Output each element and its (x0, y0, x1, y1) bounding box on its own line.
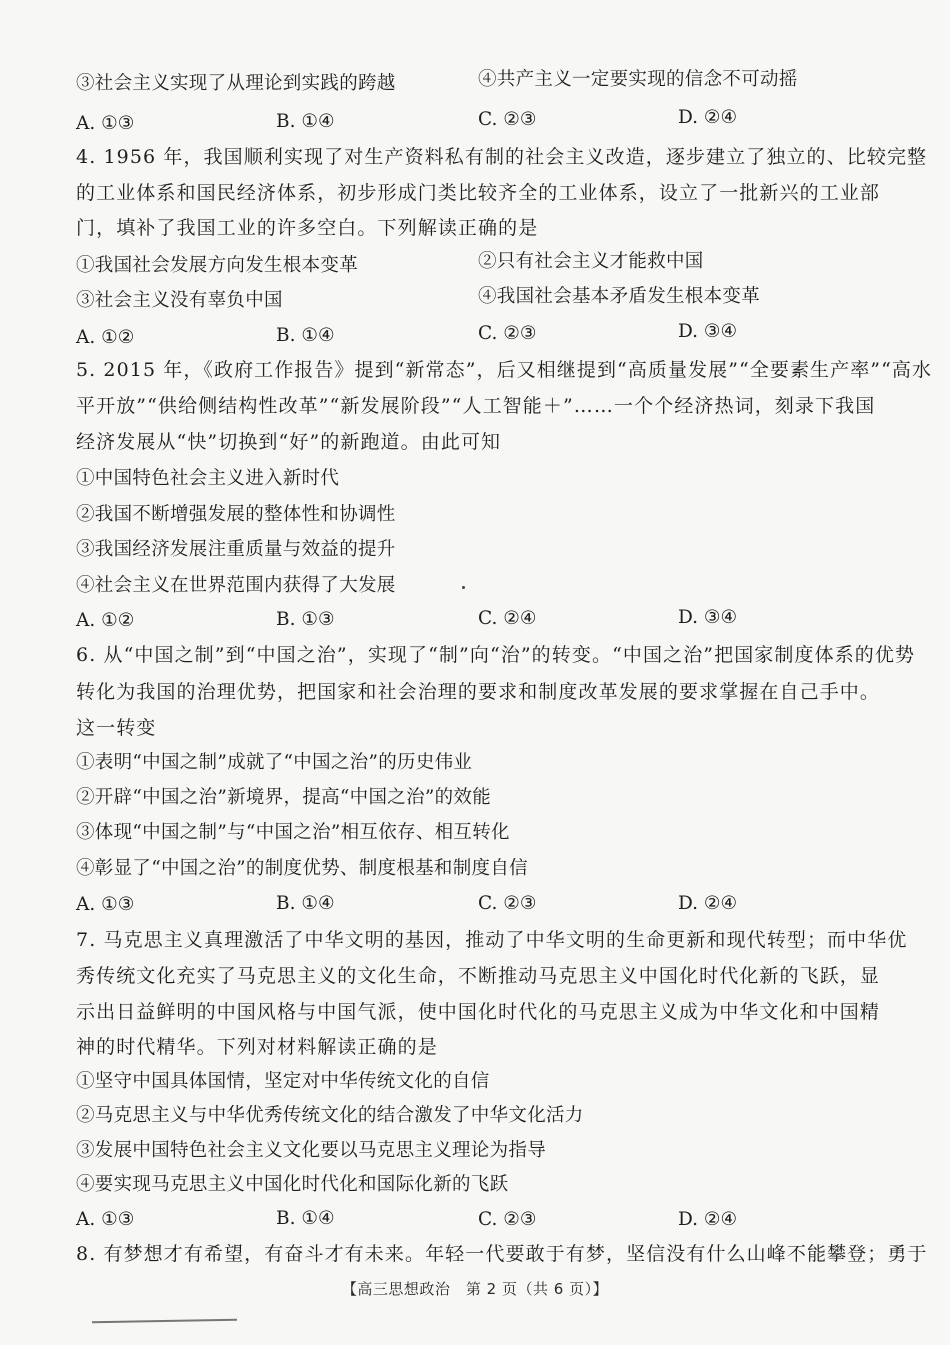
q4-choice-b: B. ①④ (276, 325, 335, 346)
q6-option-2: ②开辟“中国之治”新境界，提高“中国之治”的效能 (76, 787, 492, 808)
q7-choice-b: B. ①④ (276, 1208, 335, 1229)
q4-option-2: ②只有社会主义才能救中国 (478, 251, 704, 272)
q5-stem-line-1: 5. 2015 年，《政府工作报告》提到“新常态”，后又相继提到“高质量发展”“全要素生产率”“高水 (76, 359, 933, 381)
q6-choice-b: B. ①④ (276, 893, 335, 914)
q7-option-2: ②马克思主义与中华优秀传统文化的结合激发了中华文化活力 (76, 1105, 584, 1126)
q4-stem-line-2: 的工业体系和国民经济体系，初步形成门类比较齐全的工业体系，设立了一批新兴的工业部 (76, 182, 881, 204)
q7-choice-a: A. ①③ (76, 1209, 135, 1230)
q7-stem-line-3: 示出日益鲜明的中国风格与中国气派，使中国化时代化的马克思主义成为中华文化和中国精 (76, 1001, 881, 1023)
q6-option-3: ③体现“中国之制”与“中国之治”相互依存、相互转化 (76, 822, 510, 843)
q5-stem-line-2: 平开放”“供给侧结构性改革”“新发展阶段”“人工智能＋”……一个个经济热词，刻录下我国 (76, 395, 876, 417)
q6-stem-line-3: 这一转变 (76, 717, 157, 739)
q7-stem-line-1: 7. 马克思主义真理激活了中华文明的基因，推动了中华文明的生命更新和现代转型；而中华优 (76, 929, 908, 951)
q8-stem-line-1: 8. 有梦想才有希望，有奋斗才有未来。年轻一代要敢于有梦，坚信没有什么山峰不能攀登；勇于 (76, 1243, 928, 1265)
q7-choice-c: C. ②③ (478, 1209, 537, 1230)
q3-choice-c: C. ②③ (478, 109, 537, 130)
q3-choice-a: A. ①③ (76, 113, 135, 134)
q4-option-3: ③社会主义没有辜负中国 (76, 290, 283, 311)
q7-stem-line-2: 秀传统文化充实了马克思主义的文化生命，不断推动马克思主义中国化时代化新的飞跃，显 (76, 965, 881, 987)
q5-option-1: ①中国特色社会主义进入新时代 (76, 468, 340, 489)
q3-choice-d: D. ②④ (678, 107, 738, 128)
q4-stem-line-3: 门，填补了我国工业的许多空白。下列解读正确的是 (76, 217, 539, 239)
q5-choice-b: B. ①③ (276, 609, 335, 630)
q5-choice-c: C. ②④ (478, 608, 537, 629)
q4-choice-c: C. ②③ (478, 323, 537, 344)
q6-stem-line-1: 6. 从“中国之制”到“中国之治”，实现了“制”向“治”的转变。“中国之治”把国家制度体系的优势 (76, 644, 916, 666)
q7-option-3: ③发展中国特色社会主义文化要以马克思主义理论为指导 (76, 1140, 547, 1161)
q7-stem-line-4: 神的时代精华。下列对材料解读正确的是 (76, 1036, 438, 1058)
q5-option-4: ④社会主义在世界范围内获得了大发展 (76, 575, 396, 596)
q6-choice-a: A. ①③ (76, 894, 135, 915)
q4-option-4: ④我国社会基本矛盾发生根本变革 (478, 286, 761, 307)
q4-stem-line-1: 4. 1956 年，我国顺利实现了对生产资料私有制的社会主义改造，逐步建立了独立的、比较完整 (76, 146, 928, 168)
q5-choice-d: D. ③④ (678, 607, 738, 628)
q6-stem-line-2: 转化为我国的治理优势，把国家和社会治理的要求和制度改革发展的要求掌握在自己手中。 (76, 681, 881, 703)
q3-option-3: ③社会主义实现了从理论到实践的跨越 (76, 73, 396, 94)
q5-choice-a: A. ①② (76, 610, 135, 631)
q6-option-1: ①表明“中国之制”成就了“中国之治”的历史伟业 (76, 752, 473, 773)
q5-option-2: ②我国不断增强发展的整体性和协调性 (76, 504, 396, 525)
q7-option-4: ④要实现马克思主义中国化时代化和国际化新的飞跃 (76, 1174, 509, 1195)
q5-stem-line-3: 经济发展从“快”切换到“好”的新跑道。由此可知 (76, 431, 502, 453)
q7-choice-d: D. ②④ (678, 1209, 738, 1230)
q6-choice-d: D. ②④ (678, 893, 738, 914)
scan-line-mark (92, 1319, 237, 1324)
scan-speck (462, 586, 465, 589)
q6-choice-c: C. ②③ (478, 893, 537, 914)
q7-option-1: ①坚守中国具体国情，坚定对中华传统文化的自信 (76, 1071, 490, 1092)
q5-option-3: ③我国经济发展注重质量与效益的提升 (76, 539, 396, 560)
q4-choice-d: D. ③④ (678, 321, 738, 342)
q3-option-4: ④共产主义一定要实现的信念不可动摇 (478, 69, 798, 90)
q4-option-1: ①我国社会发展方向发生根本变革 (76, 255, 359, 276)
q3-choice-b: B. ①④ (276, 111, 335, 132)
q6-option-4: ④彰显了“中国之治”的制度优势、制度根基和制度自信 (76, 858, 528, 879)
page-footer: 【高三思想政治 第 2 页（共 6 页）】 (341, 1280, 609, 1298)
q4-choice-a: A. ①② (76, 327, 135, 348)
